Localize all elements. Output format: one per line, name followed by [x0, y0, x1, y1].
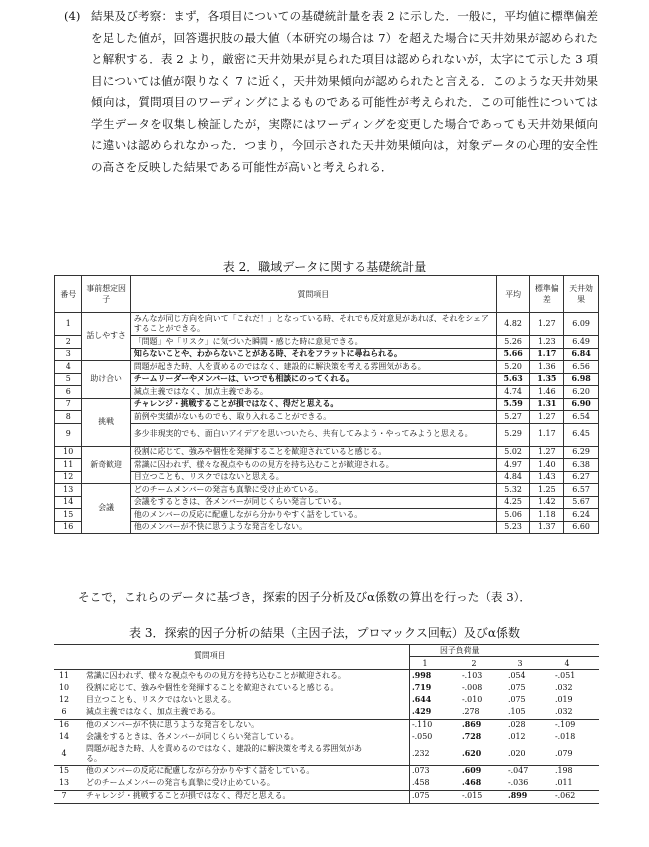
factor-group: 話しやすさ: [82, 313, 130, 361]
loading-value: -.015: [462, 791, 483, 800]
item-text: どのチームメンバーの発言も真摯に受け止めている。: [86, 778, 275, 787]
loading-value: -.047: [508, 766, 529, 775]
table-rule: [54, 719, 599, 720]
loading-value: .899: [508, 791, 528, 800]
loading-value: .020: [508, 749, 526, 758]
item-number: 15: [58, 766, 70, 775]
table-row: 8 前例や実績がないものでも、取り入れることができる。 5.27 1.27 6.54: [55, 411, 599, 424]
loading-value: .075: [412, 791, 430, 800]
loading-value: .012: [508, 732, 526, 741]
item-text: 減点主義ではなく、加点主義である。: [86, 707, 220, 716]
table-rule: [54, 644, 599, 645]
factor-group: 会議: [82, 484, 130, 534]
header-factor-4: 4: [564, 659, 570, 668]
table-row: 16 他のメンバーが不快に思うような発言をしない。 5.23 1.37 6.60: [55, 521, 599, 534]
table-rule: [409, 656, 599, 657]
loading-value: .644: [412, 695, 432, 704]
table-row: [54, 732, 599, 744]
table3-caption: 表 3．探索的因子分析の結果（主因子法，プロマックス回転）及びα係数: [129, 626, 520, 640]
header-sd: 標準偏差: [530, 276, 564, 313]
item-text: 他のメンバーが不快に思うような発言をしない。: [86, 720, 260, 729]
header-item: 質問項目: [130, 276, 496, 313]
item-number: 14: [58, 732, 70, 741]
table-row: 11 常識に囚われず、様々な視点やものの見方を持ち込むことが歓迎される。 4.97 1.40 6.38: [55, 459, 599, 472]
table2-header-row: [55, 276, 599, 313]
loading-value: -.109: [555, 720, 576, 729]
table-row: [54, 720, 599, 732]
loading-value: -.103: [462, 671, 483, 680]
header-mean: 平均: [496, 276, 530, 313]
header-factor-1: 1: [422, 659, 428, 668]
loading-value: .073: [412, 766, 430, 775]
paragraph-body: 結果及び考察：まず，各項目についての基礎統計量を表 2 に示した．一般に，平均値に標準偏差を足した値が，回答選択肢の最大値（本研究の場合は 7）を超えた場合に天井効果が認められたと解釈する．表 2 より，厳密に天井効果が見られた項目は認められないが，太字にて示した 3 項目については値が限りなく 7 に近く，天井効果傾向が認められたと言える．このような天井効果傾向は，質問項目のワーディングによるものである可能性が考えられた．この可能性については学生データを収集し検証したが，実際にはワーディングを変更した場合であっても天井効果傾向に違いは認められなかった．つまり，今回示された天井効果傾向は，対象データの心理的安全性の高さを反映した結果である可能性が高いと考えられる．: [91, 9, 598, 174]
item-text: 会議をするときは、各メンバーが同じくらい発言している。: [86, 732, 299, 741]
item-number: 7: [61, 791, 67, 800]
loading-value: -.018: [555, 732, 576, 741]
table-rule: [54, 669, 599, 670]
table-row: 12 目立つことも、リスクではないと思える。 4.84 1.43 6.27: [55, 471, 599, 484]
loading-value: .032: [555, 683, 573, 692]
factor-group: 挑戦: [82, 398, 130, 446]
table-row: 5 チームリーダーやメンバーは、いつでも相談にのってくれる。 5.63 1.35 6.98: [55, 373, 599, 386]
table-row: [54, 671, 599, 683]
table-row: 7 挑戦 チャレンジ・挑戦することが損ではなく、得だと思える。 5.59 1.31 6.90: [55, 398, 599, 411]
loading-value: .719: [412, 683, 432, 692]
table-rule: [54, 790, 599, 791]
table-row: [54, 744, 599, 766]
table-row: 3 知らないことや、わからないことがある時、それをフラットに尋ねられる。 5.66 1.17 6.84: [55, 348, 599, 361]
loading-value: .429: [412, 707, 432, 716]
factor-group: 助け合い: [82, 361, 130, 399]
table2-caption: 表 2．職域データに関する基礎統計量: [222, 260, 427, 274]
item-text: 目立つことも、リスクではないと思える。: [86, 695, 236, 704]
header-factor: 事前想定因子: [82, 276, 130, 313]
loading-value: .054: [508, 671, 526, 680]
loading-value: -.110: [412, 720, 433, 729]
table-row: [54, 695, 599, 707]
loading-value: .075: [508, 683, 526, 692]
loading-value: .458: [412, 778, 430, 787]
loading-value: .198: [555, 766, 573, 775]
loading-value: -.062: [555, 791, 576, 800]
item-text: 役割に応じて、強みや個性を発揮することを歓迎されていると感じる。: [86, 683, 339, 692]
loading-value: .028: [508, 720, 526, 729]
loading-value: -.008: [462, 683, 483, 692]
table-row: 13 会議 どのチームメンバーの発言も真摯に受け止めている。 5.32 1.25 6.57: [55, 484, 599, 497]
loading-value: -.051: [555, 671, 576, 680]
transition-sentence: そこで，これらのデータに基づき，探索的因子分析及びα係数の算出を行った（表 3）．: [78, 590, 531, 604]
loading-value: .620: [462, 749, 482, 758]
loading-value: .998: [412, 671, 432, 680]
item-number: 6: [61, 707, 67, 716]
header-no: 番号: [55, 276, 82, 313]
results-paragraph: [64, 6, 598, 178]
item-text: チャレンジ・挑戦することが損ではなく、得だと思える。: [86, 791, 291, 800]
loading-value: -.050: [412, 732, 433, 741]
table-row: 10 新奇歓迎 役割に応じて、強みや個性を発揮することを歓迎されていると感じる。 5.02 1.27 6.29: [55, 446, 599, 459]
table-row: 15 他のメンバーの反応に配慮しながら分かりやすく話をしている。 5.06 1.18 6.24: [55, 509, 599, 522]
header-loadings: 因子負荷量: [440, 646, 480, 655]
table-divider: [409, 644, 410, 804]
item-number: 10: [58, 683, 70, 692]
item-text: 他のメンバーの反応に配慮しながら分かりやすく話をしている。: [86, 766, 315, 775]
item-number: 11: [58, 671, 70, 680]
loading-value: .609: [462, 766, 482, 775]
table-row: 2 「問題」や「リスク」に気づいた瞬間・感じた時に意見できる。 5.26 1.23 6.49: [55, 336, 599, 349]
factor-group: 新奇歓迎: [82, 446, 130, 484]
loading-value: .019: [555, 695, 573, 704]
table-row: [54, 707, 599, 719]
loading-value: .075: [508, 695, 526, 704]
loading-value: .105: [508, 707, 526, 716]
loading-value: .232: [412, 749, 430, 758]
item-text: 問題が起きた時、人を責めるのではなく、建設的に解決策を考える雰囲気がある。: [86, 744, 363, 763]
header-ceiling: 天井効果: [564, 276, 599, 313]
loading-value: .278: [462, 707, 480, 716]
table-row: 14 会議をするときは、各メンバーが同じくらい発言している。 4.25 1.42 5.67: [55, 496, 599, 509]
item-number: 16: [58, 720, 70, 729]
table-row: 1 話しやすさ みんなが同じ方向を向いて「これだ！」となっている時、それでも反対意見があれば、それをシェアすることができる。 4.82 1.27 6.09: [55, 313, 599, 336]
table-row: [54, 683, 599, 695]
header-factor-2: 2: [471, 659, 477, 668]
table-row: [54, 778, 599, 790]
header-factor-3: 3: [517, 659, 523, 668]
table-row: 6 減点主義ではなく、加点主義である。 4.74 1.46 6.20: [55, 386, 599, 399]
loading-value: -.010: [462, 695, 483, 704]
paragraph-marker: (4): [64, 9, 81, 23]
table-row: 9 多少非現実的でも、面白いアイデアを思いついたら、共有してみよう・やってみようと思える。 5.29 1.17 6.45: [55, 423, 599, 446]
table-row: [54, 791, 599, 803]
item-number: 13: [58, 778, 70, 787]
loading-value: .011: [555, 778, 573, 787]
table-rule: [54, 803, 599, 804]
item-number: 12: [58, 695, 70, 704]
table-row: 4 助け合い 問題が起きた時、人を責めるのではなく、建設的に解決策を考える雰囲気がある。 5.20 1.36 6.56: [55, 361, 599, 374]
header-item: 質問項目: [194, 651, 226, 660]
item-number: 4: [61, 749, 67, 758]
table2: [54, 275, 599, 534]
loading-value: .032: [555, 707, 573, 716]
loading-value: .869: [462, 720, 482, 729]
table-rule: [54, 765, 599, 766]
table-row: [54, 766, 599, 778]
loading-value: .468: [462, 778, 482, 787]
loading-value: -.036: [508, 778, 529, 787]
loading-value: .728: [462, 732, 482, 741]
loading-value: .079: [555, 749, 573, 758]
item-text: 常識に囚われず、様々な視点やものの見方を持ち込むことが歓迎される。: [86, 671, 346, 680]
